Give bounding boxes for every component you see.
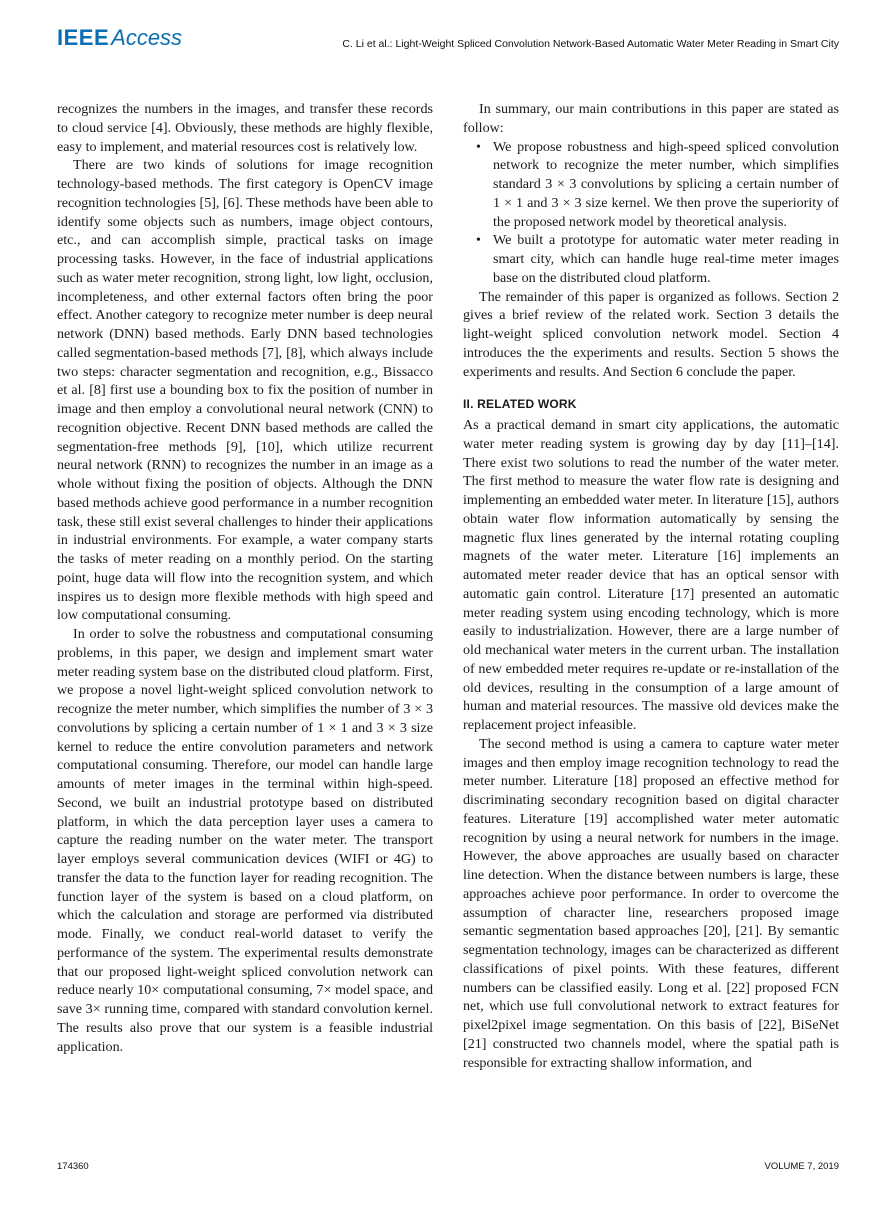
left-column: [57, 100, 433, 1056]
contribution-text: We built a prototype for automatic water meter reading in smart city, which can handle huge real-time meter images base on the distributed cloud platform.: [493, 232, 839, 286]
body-paragraph: In order to solve the robustness and computational consuming problems, in this paper, we design and implement smart water meter reading system base on the distributed cloud platform. First, we propose a novel light-weight spliced convolution network to recognize the meter number, which simplifies the number of 3 × 3 convolutions by splicing a certain number of 1 × 1 and 3 × 3 size kernel to reduce the entire convolution parameters and network computational consuming. Therefore, our model can handle large amounts of meter images in the terminal within high-speed. Second, we built an industrial prototype based on distributed platform, in which the data perception layer uses a camera to capture the reading number on the water meter. The transport layer employs several communication devices (WIFI or 4G) to transfer the data to the function layer for reading recognition. The function layer of the system is based on a cloud platform, on which the calculation and storage are performed via distributed mode. Finally, we conduct real-world dataset to verify the performance of the system. The experimental results demonstrate that our proposed light-weight spliced convolution network can reduce nearly 10× computational consuming, 7× model space, and save 3× running time, compared with standard convolution kernel. The results also prove that our system is a feasible industrial application.: [57, 626, 433, 1055]
body-paragraph: As a practical demand in smart city applications, the automatic water meter reading system is growing day by day [11]–[14]. There exist two solutions to read the number of the water meter. The first method to measure the water flow rate is designing and implementing an embedded water meter. In literature [15], authors obtain water flow information automatically by sensing the magnetic flux lines generated by the internal rotating coupling magnets of the water meter. Literature [16] implements an automated meter reader device that has an optical sensor with automatic gain control. Literature [17] presented an automatic meter reading system using encoding technology, which is more easily to industrialization. However, there are a large number of old mechanical water meters in the current urban. The installation of new embedded meter requires re-update or re-installation of the old devices, resulting in the consumption of a large amount of human and material resources. The massive old devices make the replacement project infeasible.: [463, 417, 839, 733]
body-paragraph: There are two kinds of solutions for image recognition technology-based methods. The first category is OpenCV image recognition technologies [5], [6]. These methods have been able to identify some objects such as numbers, image object contours, etc., and can accomplish simple, practical tasks on image processing tasks. However, in the face of industrial applications such as water meter recognition, strong light, low light, occlusion, incompleteness, and other external factors often bring the poor effect. Another category to recognize meter number is deep neural network (DNN) based methods. Early DNN based technologies called segmentation-based methods [7], [8], which always include two steps: character segmentation and recognition, e.g., Bissacco et al. [8] first use a bounding box to fix the position of number in image and then employ a convolutional neural network (CNN) to recognition objective. Recent DNN based methods are called the segmentation-free methods [9], [10], which utilize recurrent neural network (RNN) to recognizes the number in an image as a whole without fixing the position of objects. Although the DNN based methods achieve good performance in a number recognition task, these still exist several challenges to hinder their applications in industrial environments. For example, a water company starts the tasks of meter reading on a monthly period. On the starting point, huge data will flow into the recognition system, and which inspires us to design more flexible methods with high speed and low computational consuming.: [57, 157, 433, 624]
page-header: [57, 24, 839, 54]
list-item: [476, 231, 839, 287]
organization-paragraph: The remainder of this paper is organized as follows. Section 2 gives a brief review of the related work. Section 3 details the light-weight spliced convolution network model. Section 4 introduces the the experiments and results. Section 5 shows the experiments and results. And Section 6 conclude the paper.: [463, 288, 839, 380]
contributions-list: [463, 138, 839, 288]
contributions-intro: In summary, our main contributions in this paper are stated as follow:: [463, 101, 839, 136]
body-paragraph: The second method is using a camera to capture water meter images and then employ image recognition technology to read the meter number. Literature [18] proposed an effective method for discriminating secondary recognition based on digital character features. Literature [19] accomplished water meter automatic recognition by using a neural network for numbers in the image. However, the above approaches are usually based on character line detection. When the distance between numbers is large, these approaches achieve poor performance. In order to overcome the assumption of character line, researchers proposed image semantic segmentation based approaches [20], [21]. By semantic segmentation technology, images can be characterized as different classifications of pixel points. With these features, different numbers can be classified easily. Long et al. [22] proposed FCN net, which use full convolutional network to extract features for pixel2pixel image segmentation. On this basis of [22], BiSeNet [21] constructed two channels model, where the spatial path is responsible for extracting shallow information, and: [463, 735, 839, 1071]
right-column: [463, 100, 839, 1072]
logo-ieee-text: IEEE: [57, 25, 110, 50]
running-title: C. Li et al.: Light-Weight Spliced Convolution Network-Based Automatic Water Meter Reading in Smart City: [342, 38, 839, 50]
logo-access-text: Access: [111, 25, 183, 50]
body-paragraph: recognizes the numbers in the images, and transfer these records to cloud service [4]. Obviously, these methods are highly flexible, easy to implement, and material resources cost is relatively low.: [57, 101, 433, 155]
ieee-access-logo: [57, 26, 182, 50]
page-number: 174360: [57, 1161, 89, 1172]
bullet-icon: •: [476, 232, 481, 249]
volume-label: VOLUME 7, 2019: [764, 1161, 839, 1172]
section-heading: II. RELATED WORK: [463, 397, 577, 412]
list-item: [476, 138, 839, 232]
contribution-text: We propose robustness and high-speed spliced convolution network to recognize the meter number, which simplifies standard 3 × 3 convolutions by splicing a certain number of 1 × 1 and 3 × 3 size kernel. We then prove the superiority of the proposed network model by theoretical analysis.: [493, 138, 839, 230]
bullet-icon: •: [476, 138, 481, 155]
